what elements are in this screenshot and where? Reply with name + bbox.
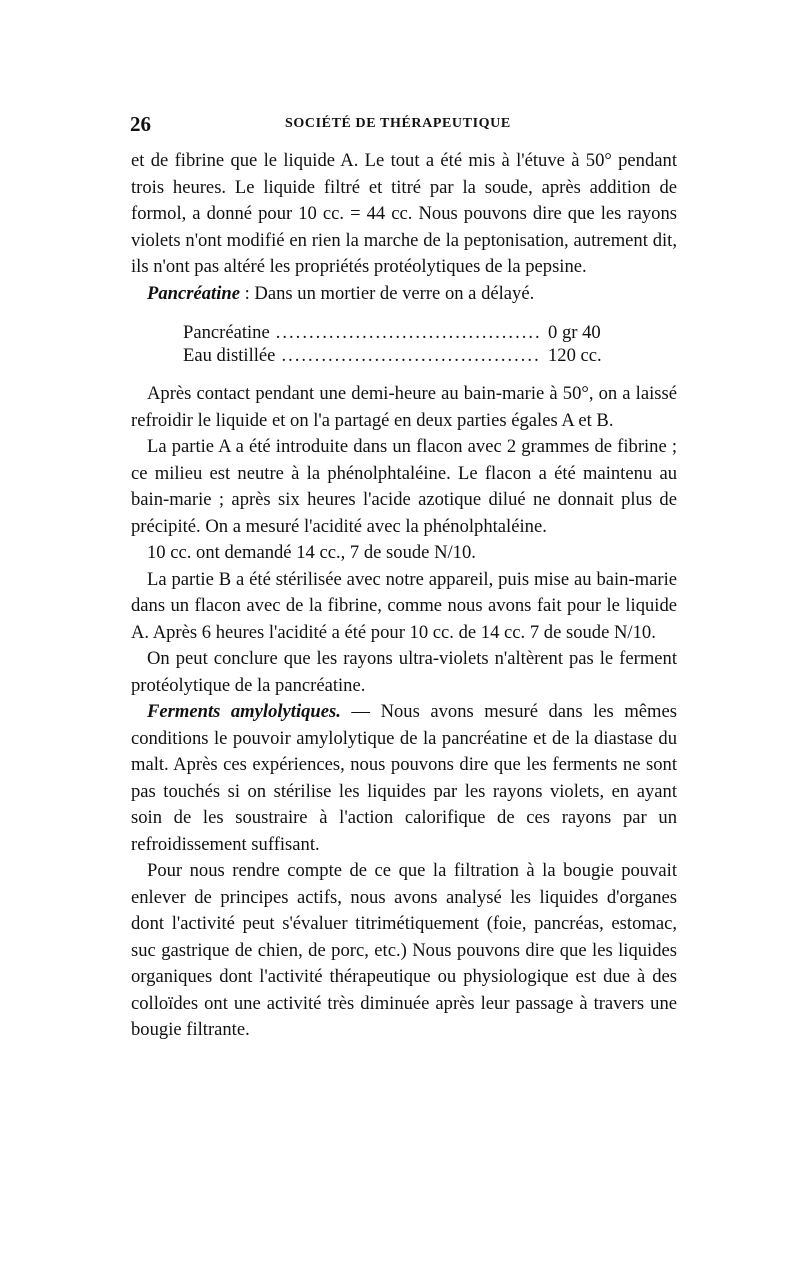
- paragraph: Pour nous rendre compte de ce que la filtration à la bougie pouvait enlever de principes actifs, nous avons analysé les liquides d'organes dont l'activité peut s'évaluer titrimétiquement (foie, pancréas, estomac, suc gastrique de chien, de porc, etc.) Nous pouvons dire que les liquides organiques dont l'activité thérapeutique ou physiologique est due à des colloïdes ont une activité très diminuée après leur passage à travers une bougie filtrante.: [131, 860, 677, 1040]
- recipe-row: [183, 321, 628, 344]
- intro-text: : Dans un mortier de verre on a délayé.: [239, 282, 535, 304]
- ingredient-quantity: 120 cc.: [548, 345, 602, 366]
- page-header: [131, 112, 677, 148]
- section-lead-in: Ferments amylolytiques.: [147, 701, 341, 722]
- dot-leader: [281, 344, 542, 367]
- page: [131, 112, 677, 1044]
- pancreatine-intro: [131, 281, 677, 308]
- recipe-table: [183, 321, 628, 367]
- ingredient-name: Eau distillée: [183, 345, 276, 366]
- running-title: SOCIÉTÉ DE THÉRAPEUTIQUE: [285, 116, 511, 131]
- ferments-paragraph: [131, 699, 677, 858]
- page-number: 26: [130, 112, 151, 136]
- paragraph: Après contact pendant une demi-heure au bain-marie à 50°, on a laissé refroidir le liquide et on l'a partagé en deux parties égales A et B.: [131, 383, 677, 431]
- recipe-row: [183, 344, 628, 367]
- paragraph: 10 cc. ont demandé 14 cc., 7 de soude N/10.: [147, 542, 476, 563]
- paragraph: On peut conclure que les rayons ultra-violets n'altèrent pas le ferment protéolytique de la pancréatine.: [131, 648, 677, 696]
- paragraph: La partie B a été stérilisée avec notre appareil, puis mise au bain-marie dans un flacon avec de la fibrine, comme nous avons fait pour le liquide A. Après 6 heures l'acidité a été pour 10 cc. de 14 cc. 7 de soude N/10.: [131, 568, 677, 643]
- paragraph-text: — Nous avons mesuré dans les mêmes conditions le pouvoir amylolytique de la pancréatine et de la diastase du malt. Après ces expériences, nous pouvons dire que les ferments ne sont pas touchés si on stérilise les liquides par les rayons violets, en ayant soin de les soustraire à l'action calorifique de ces rayons par un refroidissement suffisant.: [131, 701, 677, 855]
- paragraph: La partie A a été introduite dans un flacon avec 2 grammes de fibrine ; ce milieu est neutre à la phénolphtaléine. Le flacon a été maintenu au bain-marie ; après six heures l'acide azotique dilué ne donnait plus de précipité. On a mesuré l'acidité avec la phénolphtaléine.: [131, 436, 677, 537]
- ingredient-quantity: 0 gr 40: [548, 322, 601, 343]
- dot-leader: [276, 321, 542, 344]
- ingredient-name: Pancréatine: [183, 322, 270, 343]
- section-lead-in: Pancréatine: [147, 282, 240, 304]
- paragraph: et de fibrine que le liquide A. Le tout a été mis à l'étuve à 50° pendant trois heures. Le liquide filtré et titré par la soude, après addition de formol, a donné pour 10 cc. = 44 cc. Nous pouvons dire que les rayons violets n'ont modifié en rien la marche de la peptonisation, autrement dit, ils n'ont pas altéré les propriétés protéolytiques de la pepsine.: [131, 150, 677, 277]
